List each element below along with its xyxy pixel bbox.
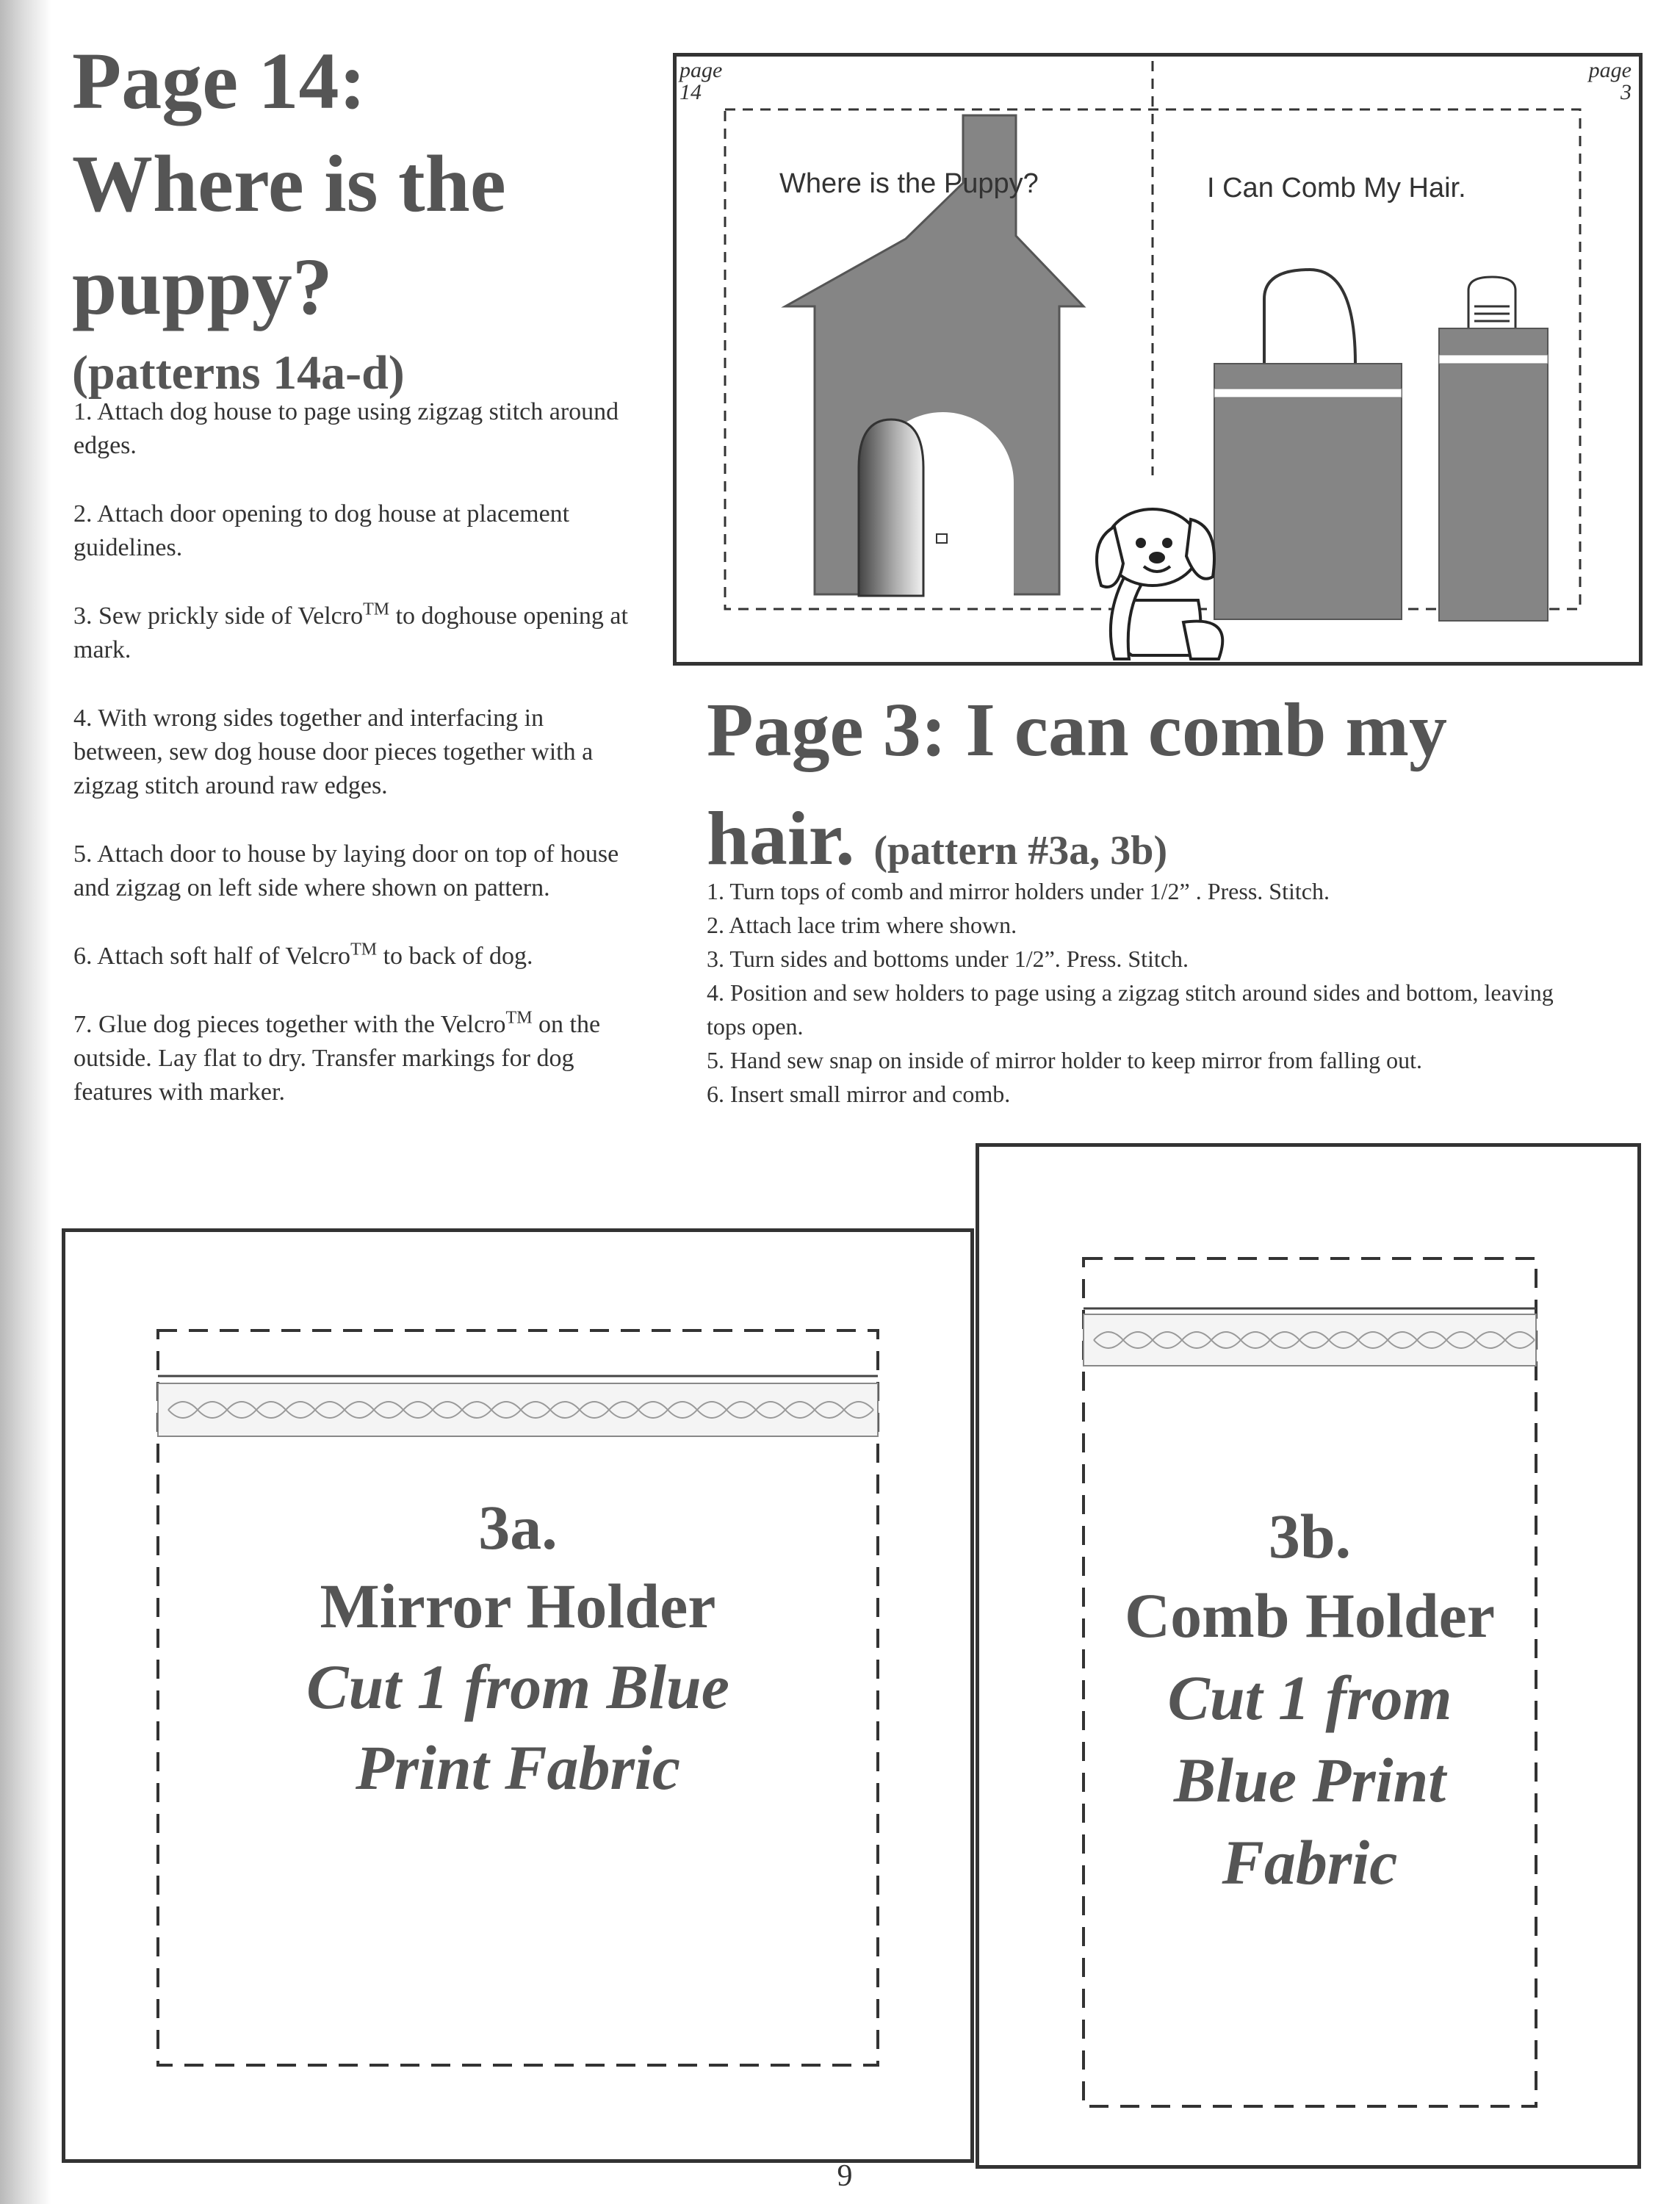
page3-heading-hair: hair.	[707, 796, 855, 881]
right-page-tag-word: page	[1588, 58, 1632, 82]
pattern-3b-name: Comb Holder	[1124, 1580, 1496, 1651]
right-page-title: I Can Comb My Hair.	[1207, 173, 1466, 204]
page14-step: 4. With wrong sides together and interfacing in between, sew dog house door pieces together with a zigzag stitch around raw edges.	[73, 705, 594, 799]
comb-holder-shape	[1439, 328, 1548, 621]
page3-instructions	[707, 874, 1588, 1111]
page3-heading	[707, 676, 1625, 905]
pattern-3b-label	[1084, 1498, 1536, 1904]
page14-step: 1. Attach dog house to page using zigzag stitch around edges.	[73, 398, 619, 459]
page14-heading-line1: Page 14:	[72, 36, 367, 126]
left-page-tag-word: page	[679, 58, 723, 82]
spread-illustration	[677, 57, 1639, 662]
left-page-tag	[679, 60, 722, 104]
page3-step: 4. Position and sew holders to page using a zigzag stitch around sides and bottom, leaving tops open.	[707, 979, 1554, 1040]
page3-step: 2. Attach lace trim where shown.	[707, 912, 1017, 938]
left-page-tag-number: 14	[679, 80, 702, 104]
book-binding-shadow	[0, 0, 51, 2204]
page14-heading-line3: puppy?	[72, 242, 333, 331]
pattern-3a-name: Mirror Holder	[320, 1571, 716, 1641]
pattern-3b-frame	[976, 1143, 1641, 2169]
page3-heading-pattern: (pattern #3a, 3b)	[873, 828, 1168, 874]
mirror-outline	[1264, 270, 1355, 364]
book-spread-preview	[673, 53, 1643, 666]
page14-step: 2. Attach door opening to dog house at placement guidelines.	[73, 500, 570, 561]
page3-step: 6. Insert small mirror and comb.	[707, 1081, 1011, 1107]
pattern-3a-cut-line1: Cut 1 from Blue	[306, 1652, 729, 1722]
left-page-title: Where is the Puppy?	[779, 168, 1039, 199]
page14-step: 7. Glue dog pieces together with the Velcro™ on the outside. Lay flat to dry. Transfer markings for dog features with marker.	[73, 1008, 601, 1106]
pattern-3b-cut-line1: Cut 1 from	[1167, 1663, 1452, 1733]
pattern-3a-cut-line2: Print Fabric	[355, 1732, 680, 1803]
mirror-holder-shape	[1214, 364, 1402, 619]
page-number: 9	[837, 2159, 853, 2193]
pattern-3a-label	[158, 1489, 878, 1808]
puppy-illustration	[1097, 509, 1222, 659]
pattern-3b-cut-line2: Blue Print	[1173, 1745, 1446, 1815]
pattern-3a-lace-trim	[158, 1383, 878, 1436]
trademark-symbol: TM	[363, 599, 390, 619]
page3-heading-main: Page 3: I can comb my	[707, 688, 1448, 772]
page14-heading	[72, 29, 674, 403]
page14-step: 5. Attach door to house by laying door on top of house and zigzag on left side where shown on pattern.	[73, 840, 619, 901]
dog-house-door	[859, 419, 923, 596]
mirror-holder-lace	[1214, 389, 1402, 397]
page3-step: 1. Turn tops of comb and mirror holders under 1/2” . Press. Stitch.	[707, 878, 1330, 904]
right-page-tag	[1589, 60, 1632, 104]
pattern-3a-frame	[62, 1228, 974, 2163]
pattern-3b-cut-line3: Fabric	[1222, 1827, 1398, 1898]
page14-heading-patterns: (patterns 14a-d)	[72, 346, 405, 400]
trademark-symbol: TM	[350, 940, 378, 959]
pattern-3b-number: 3b.	[1268, 1501, 1352, 1571]
right-page-tag-number: 3	[1620, 80, 1632, 104]
page3-step: 3. Turn sides and bottoms under 1/2”. Press. Stitch.	[707, 946, 1189, 972]
page3-step: 5. Hand sew snap on inside of mirror holder to keep mirror from falling out.	[707, 1047, 1422, 1073]
page14-instructions	[73, 395, 639, 1144]
pattern-3a-number: 3a.	[478, 1492, 558, 1563]
pattern-3b-lace-trim	[1084, 1314, 1536, 1366]
comb-holder-lace	[1439, 355, 1548, 364]
trademark-symbol: TM	[505, 1008, 533, 1028]
page14-heading-line2: Where is the	[72, 139, 506, 228]
page14-step: 3. Sew prickly side of Velcro™ to doghouse opening at mark.	[73, 599, 628, 663]
page14-step: 6. Attach soft half of Velcro™ to back of dog.	[73, 940, 533, 970]
